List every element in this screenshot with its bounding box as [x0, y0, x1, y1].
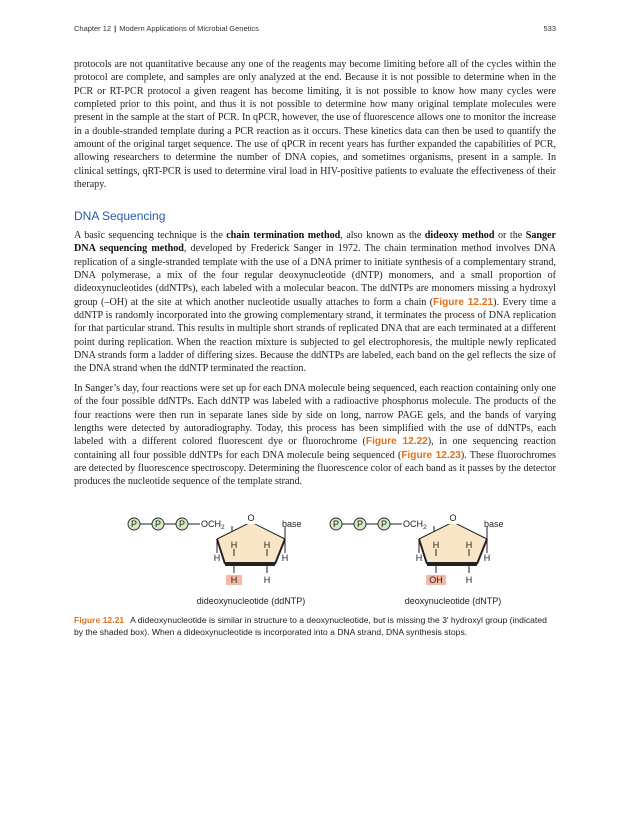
svg-text:H: H — [263, 540, 271, 550]
ring-oxygen: O — [449, 513, 457, 523]
svg-text:H: H — [213, 553, 221, 563]
figure-link-12-23[interactable]: Figure 12.23 — [401, 449, 461, 461]
svg-text:H: H — [415, 553, 423, 563]
paragraph-sanger-history: In Sanger’s day, four reactions were set up for each DNA molecule being sequenced, each reaction containing only one of the four possible ddNTPs. Each ddNTP was labeled with a radioactive phosphorus molecule. The products of the four reactions were then run in separate lanes side by side on long, narrow PAGE gels, and the bands of varying lengths were detected by autoradiography. Today, this process has been simplified with the use of ddNTPs, each labeled with a different colored fluorescent dye or fluorochrome (Figure 12.22), in one sequencing reaction containing all four possible ddNTPs for each DNA molecule being sequenced (Figure 12.23). These fluorochromes are detected by fluorescence spectroscopy. Determining the fluorescence color of each band as it passes by the detector produces the nucleotide sequence of the template strand. — [74, 383, 556, 488]
page-number: 533 — [543, 24, 556, 33]
ddntp-structure — [128, 513, 305, 606]
base-label: base — [484, 519, 504, 529]
svg-text:H: H — [465, 575, 473, 585]
sugar-ring — [419, 522, 487, 564]
phosphate-label: P — [380, 519, 388, 529]
ring-oxygen: O — [247, 513, 255, 523]
phosphate-label: P — [332, 519, 340, 529]
svg-text:H: H — [230, 540, 238, 550]
term-sanger: Sanger DNA sequencing method — [74, 230, 557, 255]
section-title: DNA Sequencing — [74, 209, 166, 223]
dntp-structure — [330, 513, 504, 606]
svg-text:H: H — [432, 540, 440, 550]
svg-text:H: H — [281, 553, 289, 563]
phosphate-label: P — [130, 519, 138, 529]
svg-text:H: H — [465, 540, 473, 550]
dntp-label: deoxynucleotide (dNTP) — [404, 596, 502, 606]
ddntp-3-prime-h: H — [230, 575, 238, 585]
caption-label: Figure 12.21 — [74, 615, 125, 625]
caption-text: A dideoxynucleotide is similar in structure to a deoxynucleotide, but is missing the 3′ hydroxyl group (indicated by the shaded box). When a dideoxynucleotide is incorporated into a DNA strand, DNA synthesis stops. — [74, 615, 547, 637]
phosphate-label: P — [154, 519, 162, 529]
figure-caption — [74, 614, 556, 638]
dntp-3-prime-oh: OH — [429, 575, 443, 585]
base-label: base — [282, 519, 302, 529]
figure-link-12-22[interactable]: Figure 12.22 — [365, 436, 428, 448]
svg-text:H: H — [483, 553, 491, 563]
term-dideoxy: dideoxy method — [424, 230, 495, 241]
phosphate-label: P — [356, 519, 364, 529]
phosphate-label: P — [178, 519, 186, 529]
nucleotide-diagram — [120, 505, 510, 615]
ddntp-label: dideoxynucleotide (ddNTP) — [196, 596, 306, 606]
figure-12-21 — [120, 505, 510, 615]
och2-label: $OCH_2$ — [201, 519, 225, 531]
term-chain-termination: chain termination method — [226, 230, 341, 241]
sugar-ring — [217, 522, 285, 564]
figure-link-12-21[interactable]: Figure 12.21 — [433, 296, 494, 308]
och2-label: $OCH_2$ — [403, 519, 427, 531]
svg-text:H: H — [263, 575, 271, 585]
paragraph-qpcr: protocols are not quantitative because any one of the reagents may become limiting before all of the cycles within the protocol are complete, and samples are only analyzed at the end. Because it is not possible to determine when in the PCR or RT-PCR protocol a given reagent has become limiting, it is not possible to know how many cycles were completed prior to this point, and thus it is not possible to determine how many original template molecules were present in the sample at the start of PCR. In qPCR, however, the use of fluorescence allows one to monitor the increase in a double-stranded template during a PCR reaction as it occurs. These kinetics data can then be used to quantify the amount of the original target sequence. The use of qPCR in recent years has further expanded the capabilities of PCR, allowing researchers to determine the number of DNA copies, and sometimes organisms, present in a sample. In clinical settings, qRT-PCR is used to determine viral load in HIV-positive patients to evaluate the effectiveness of their therapy. — [74, 59, 556, 191]
paragraph-chain-termination: A basic sequencing technique is the chain termination method, also known as the dideoxy method or the Sanger DNA sequencing method, developed by Frederick Sanger in 1972. The chain termination method involves DNA replication of a single-stranded template with the use of a DNA primer to initiate synthesis of a complementary strand, DNA polymerase, a mix of the four regular deoxynucleotide (dNTP) monomers, and a small proportion of dideoxynucleotides (ddNTPs), each labeled with a molecular beacon. The ddNTPs are monomers missing a hydroxyl group (–OH) at the site at which another nucleotide usually attaches to form a chain (Figure 12.21). Every time a ddNTP is randomly incorporated into the growing complementary strand, it terminates the process of DNA replication for that particular strand. This results in multiple short strands of replicated DNA that are each terminated at a different point during replication. When the reaction mixture is subjected to gel electrophoresis, the multiple newly replicated DNA strands form a ladder of differing sizes. Because the ddNTPs are labeled, each band on the gel reflects the size of the DNA strand when the ddNTP terminated the reaction. — [74, 230, 557, 375]
header-chapter: Chapter 12 | Modern Applications of Microbial Genetics — [74, 24, 259, 33]
running-header — [74, 24, 556, 33]
